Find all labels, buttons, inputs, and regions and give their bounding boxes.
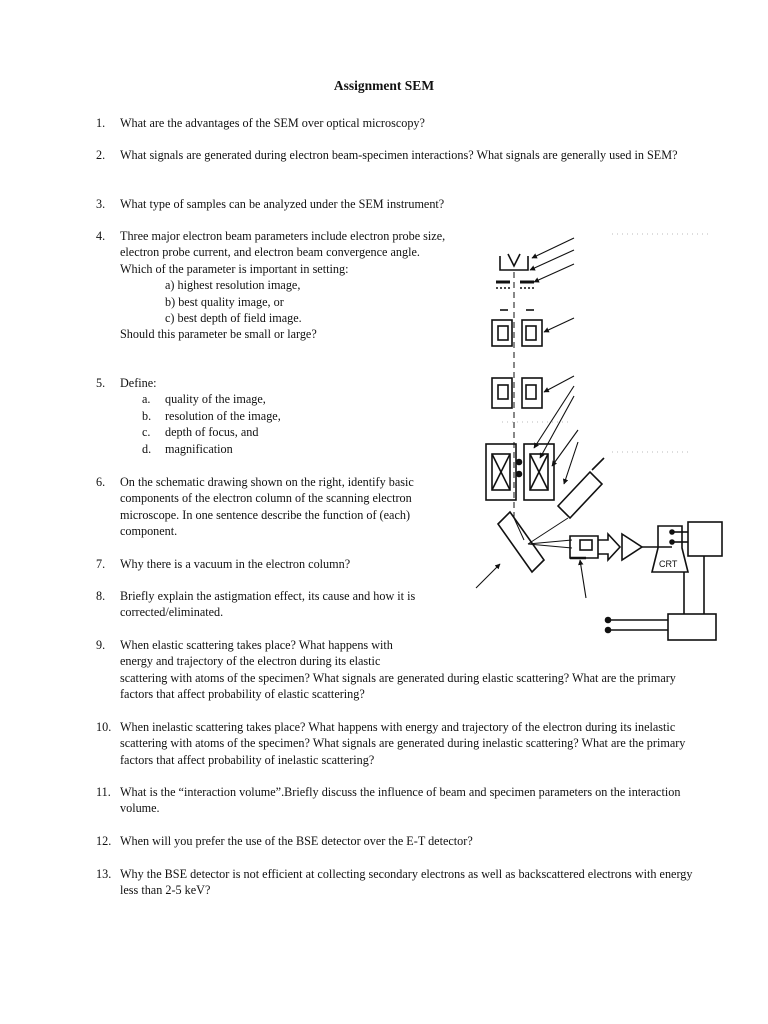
question-closing: Should this parameter be small or large? (120, 327, 317, 342)
question-5 (96, 375, 455, 457)
item-text: resolution of the image, (165, 408, 281, 423)
question-text: Why the BSE detector is not efficient at collecting secondary electrons as well as backscattered electrons with energy less than 2-5 keV? (120, 867, 693, 898)
item-label: d. (142, 441, 152, 456)
option-item: a) highest resolution image, (165, 278, 301, 293)
item-text: quality of the image, (165, 392, 266, 407)
definition-item (120, 408, 455, 424)
question-number: 3. (96, 197, 106, 211)
scan-generator (670, 522, 722, 556)
question-text: When will you prefer the use of the BSE detector over the E-T detector? (120, 834, 473, 848)
question-text: scattering with atoms of the specimen? What signals are generated during elastic scattering? What are the primary factors that affect probability of elastic scattering? (120, 670, 676, 702)
question-text: Briefly explain the astigmation effect, its cause and how it is corrected/eliminated. (120, 589, 416, 620)
item-label: a. (142, 392, 151, 407)
question-number: 10. (96, 720, 112, 734)
question-text-line: When elastic scattering takes place? What happens with (120, 638, 393, 652)
question-text: What is the “interaction volume”.Briefly discuss the influence of beam and specimen parameters on the interaction volume. (120, 785, 681, 816)
signal-ray (528, 540, 572, 544)
specimen-stage (498, 512, 544, 572)
sem-column-schematic (462, 222, 740, 658)
item-text: depth of focus, and (165, 425, 259, 440)
definition-item (120, 424, 455, 440)
question-number: 8. (96, 589, 106, 603)
question-6 (96, 474, 455, 540)
question-number: 11. (96, 785, 111, 799)
question-3 (96, 196, 695, 212)
scan-coils (486, 444, 554, 500)
question-2 (96, 147, 695, 163)
option-item: c) best depth of field image. (165, 311, 302, 326)
definition-item (120, 441, 455, 457)
question-13 (96, 866, 695, 899)
crt-label: CRT (659, 559, 678, 569)
question-7 (96, 556, 455, 572)
question-number: 13. (96, 867, 112, 881)
item-text: magnification (165, 441, 233, 456)
question-number: 9. (96, 638, 106, 652)
question-10 (96, 719, 695, 768)
electron-gun (496, 254, 534, 288)
question-text: What are the advantages of the SEM over optical microscopy? (120, 116, 425, 130)
question-text: What type of samples can be analyzed under the SEM instrument? (120, 197, 445, 211)
question-text: On the schematic drawing shown on the right, identify basic components of the electron column of the scanning electron microscope. In one sentence describe the function of (each) component. (120, 475, 414, 539)
option-item: b) best quality image, or (165, 294, 284, 309)
item-label: c. (142, 425, 151, 440)
scan-marks (502, 234, 712, 452)
objective-lens (492, 378, 542, 408)
question-number: 6. (96, 475, 106, 489)
question-11 (96, 784, 695, 817)
question-number: 1. (96, 116, 106, 130)
detector-tube (558, 458, 604, 518)
signal-ray (528, 518, 568, 544)
question-text: Why there is a vacuum in the electron column? (120, 557, 351, 571)
condenser-lens (492, 310, 542, 346)
question-text-line: energy and trajectory of the electron during its elastic (120, 654, 381, 669)
question-4 (96, 228, 455, 343)
item-label: b. (142, 408, 152, 423)
question-number: 7. (96, 557, 106, 571)
question-text: Define: (120, 376, 157, 390)
question-8 (96, 588, 455, 621)
question-text: When inelastic scattering takes place? What happens with energy and trajectory of the electron during its inelastic scattering with atoms of the specimen? What signals are generated during inelastic scattering? What are the primary factors that affect probability of inelastic scattering? (120, 720, 686, 767)
question-text: What signals are generated during electron beam-specimen interactions? What signals are generally used in SEM? (120, 148, 678, 162)
question-text: Three major electron beam parameters include electron probe size, electron probe current, and electron beam convergence angle. Which of the parameter is important in setting: (120, 229, 446, 276)
document-title: Assignment SEM (333, 78, 435, 93)
question-number: 4. (96, 229, 106, 243)
question-1 (96, 115, 695, 131)
question-number: 5. (96, 376, 106, 390)
definition-item (120, 391, 455, 407)
question-number: 2. (96, 148, 106, 162)
question-number: 12. (96, 834, 112, 848)
question-12 (96, 833, 695, 849)
